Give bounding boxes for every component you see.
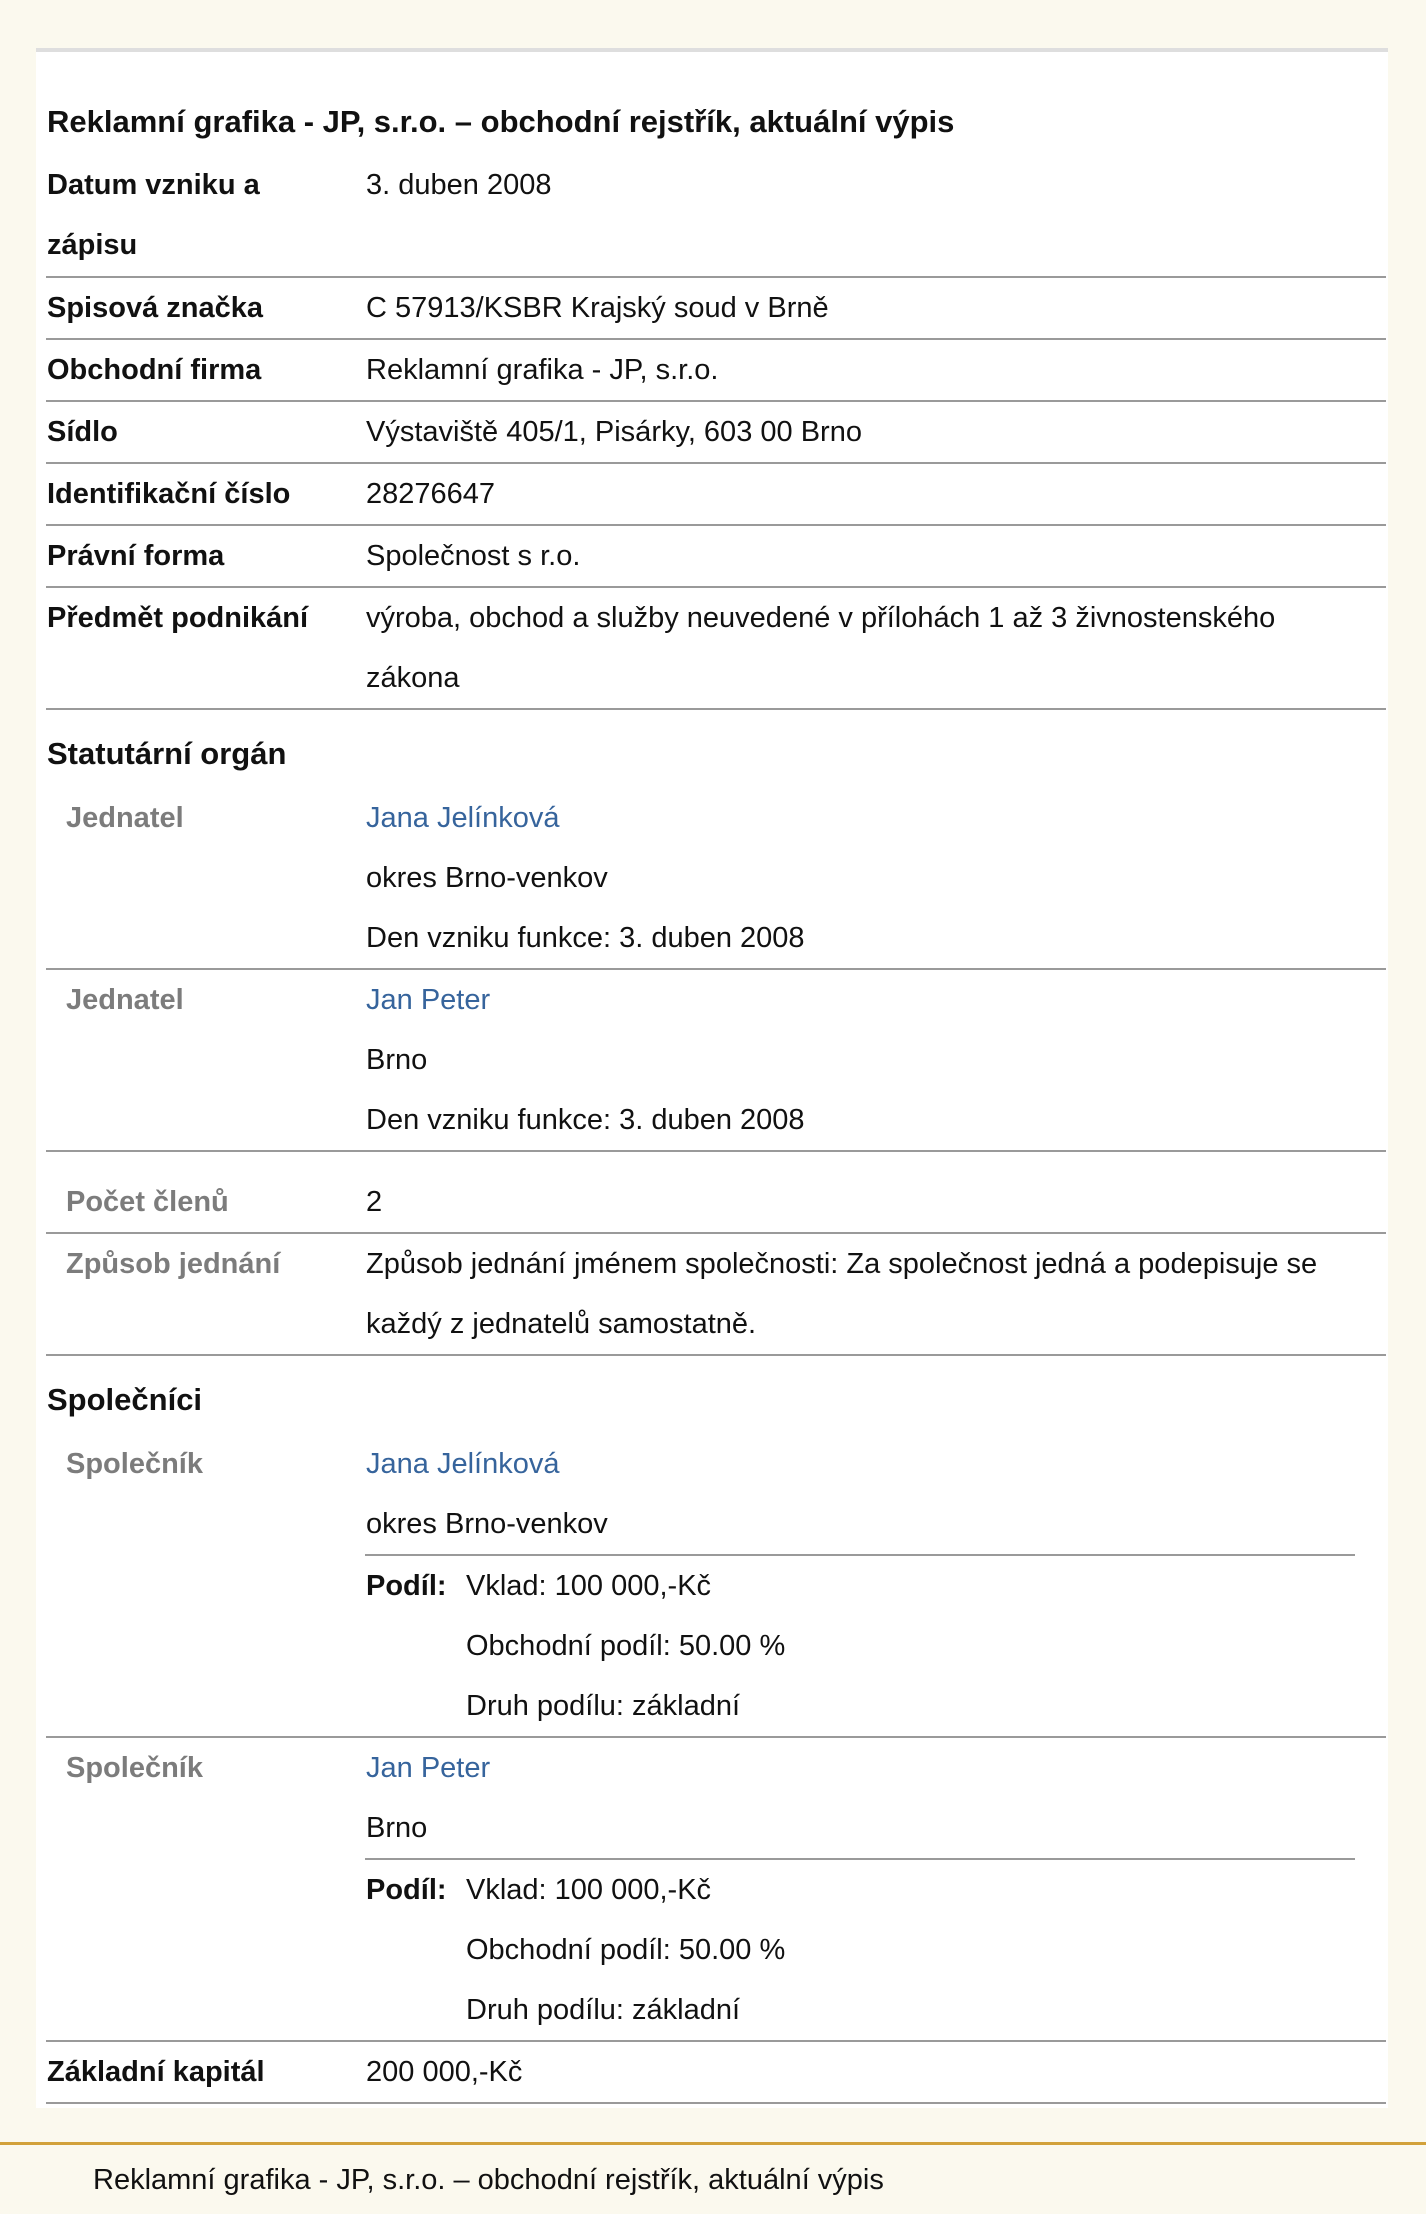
share-divider xyxy=(365,1858,1355,1860)
partner-place: Brno xyxy=(366,1812,428,1844)
page-title: Reklamní grafika - JP, s.r.o. – obchodní rejstřík, aktuální výpis xyxy=(47,104,955,139)
row-divider xyxy=(46,968,1386,970)
label-legal-form: Právní forma xyxy=(47,540,225,572)
label-company-name: Obchodní firma xyxy=(47,354,262,386)
share-percentage: Obchodní podíl: 50.00 % xyxy=(466,1630,786,1662)
row-divider xyxy=(46,1354,1386,1356)
share-deposit: Vklad: 100 000,-Kč xyxy=(466,1570,712,1602)
member-since: Den vzniku funkce: 3. duben 2008 xyxy=(366,922,805,954)
section-partners: Společníci xyxy=(47,1382,203,1417)
row-divider xyxy=(46,276,1386,278)
member-name-link[interactable]: Jan Peter xyxy=(366,984,491,1016)
member-place: Brno xyxy=(366,1044,428,1076)
member-name-link[interactable]: Jana Jelínková xyxy=(366,802,560,834)
label-founding-date-2: zápisu xyxy=(47,229,138,261)
partner-name-link[interactable]: Jana Jelínková xyxy=(366,1448,560,1480)
row-divider xyxy=(46,1736,1386,1738)
row-divider xyxy=(46,2102,1386,2104)
share-percentage: Obchodní podíl: 50.00 % xyxy=(466,1934,786,1966)
row-divider xyxy=(46,338,1386,340)
value-id-number: 28276647 xyxy=(366,478,496,510)
share-divider xyxy=(365,1554,1355,1556)
share-label: Podíl: xyxy=(366,1874,447,1906)
label-id-number: Identifikační číslo xyxy=(47,478,291,510)
label-business-subject: Předmět podnikání xyxy=(47,602,309,634)
row-divider xyxy=(46,462,1386,464)
label-founding-date: Datum vzniku a xyxy=(47,169,260,201)
value-business-subject-2: zákona xyxy=(366,662,460,694)
section-statutory: Statutární orgán xyxy=(47,736,287,771)
value-file-number: C 57913/KSBR Krajský soud v Brně xyxy=(366,292,829,324)
value-founding-date: 3. duben 2008 xyxy=(366,169,552,201)
value-company-name: Reklamní grafika - JP, s.r.o. xyxy=(366,354,719,386)
value-address: Výstaviště 405/1, Pisárky, 603 00 Brno xyxy=(366,416,862,448)
value-capital: 200 000,-Kč xyxy=(366,2056,523,2088)
label-address: Sídlo xyxy=(47,416,118,448)
member-role: Jednatel xyxy=(66,984,184,1016)
footer-title: Reklamní grafika - JP, s.r.o. – obchodní rejstřík, aktuální výpis xyxy=(93,2164,884,2196)
row-divider xyxy=(46,2040,1386,2042)
row-divider xyxy=(46,586,1386,588)
member-since: Den vzniku funkce: 3. duben 2008 xyxy=(366,1104,805,1136)
row-divider xyxy=(46,524,1386,526)
register-extract-card xyxy=(36,48,1388,2108)
value-acting-method-2: každý z jednatelů samostatně. xyxy=(366,1308,757,1340)
row-divider xyxy=(46,1232,1386,1234)
share-kind: Druh podílu: základní xyxy=(466,1690,741,1722)
value-business-subject: výroba, obchod a služby neuvedené v přílohách 1 až 3 živnostenského xyxy=(366,602,1276,634)
member-role: Jednatel xyxy=(66,802,184,834)
partner-place: okres Brno-venkov xyxy=(366,1508,608,1540)
footer-divider xyxy=(0,2142,1426,2145)
share-deposit: Vklad: 100 000,-Kč xyxy=(466,1874,712,1906)
partner-role: Společník xyxy=(66,1448,203,1480)
partner-name-link[interactable]: Jan Peter xyxy=(366,1752,491,1784)
label-file-number: Spisová značka xyxy=(47,292,263,324)
share-label: Podíl: xyxy=(366,1570,447,1602)
member-place: okres Brno-venkov xyxy=(366,862,608,894)
row-divider xyxy=(46,1150,1386,1152)
share-kind: Druh podílu: základní xyxy=(466,1994,741,2026)
label-member-count: Počet členů xyxy=(66,1186,229,1218)
value-member-count: 2 xyxy=(366,1186,383,1218)
value-acting-method: Způsob jednání jménem společnosti: Za společnost jedná a podepisuje se xyxy=(366,1248,1318,1280)
value-legal-form: Společnost s r.o. xyxy=(366,540,581,572)
row-divider xyxy=(46,400,1386,402)
partner-role: Společník xyxy=(66,1752,203,1784)
row-divider xyxy=(46,708,1386,710)
label-acting-method: Způsob jednání xyxy=(66,1248,281,1280)
label-capital: Základní kapitál xyxy=(47,2056,265,2088)
